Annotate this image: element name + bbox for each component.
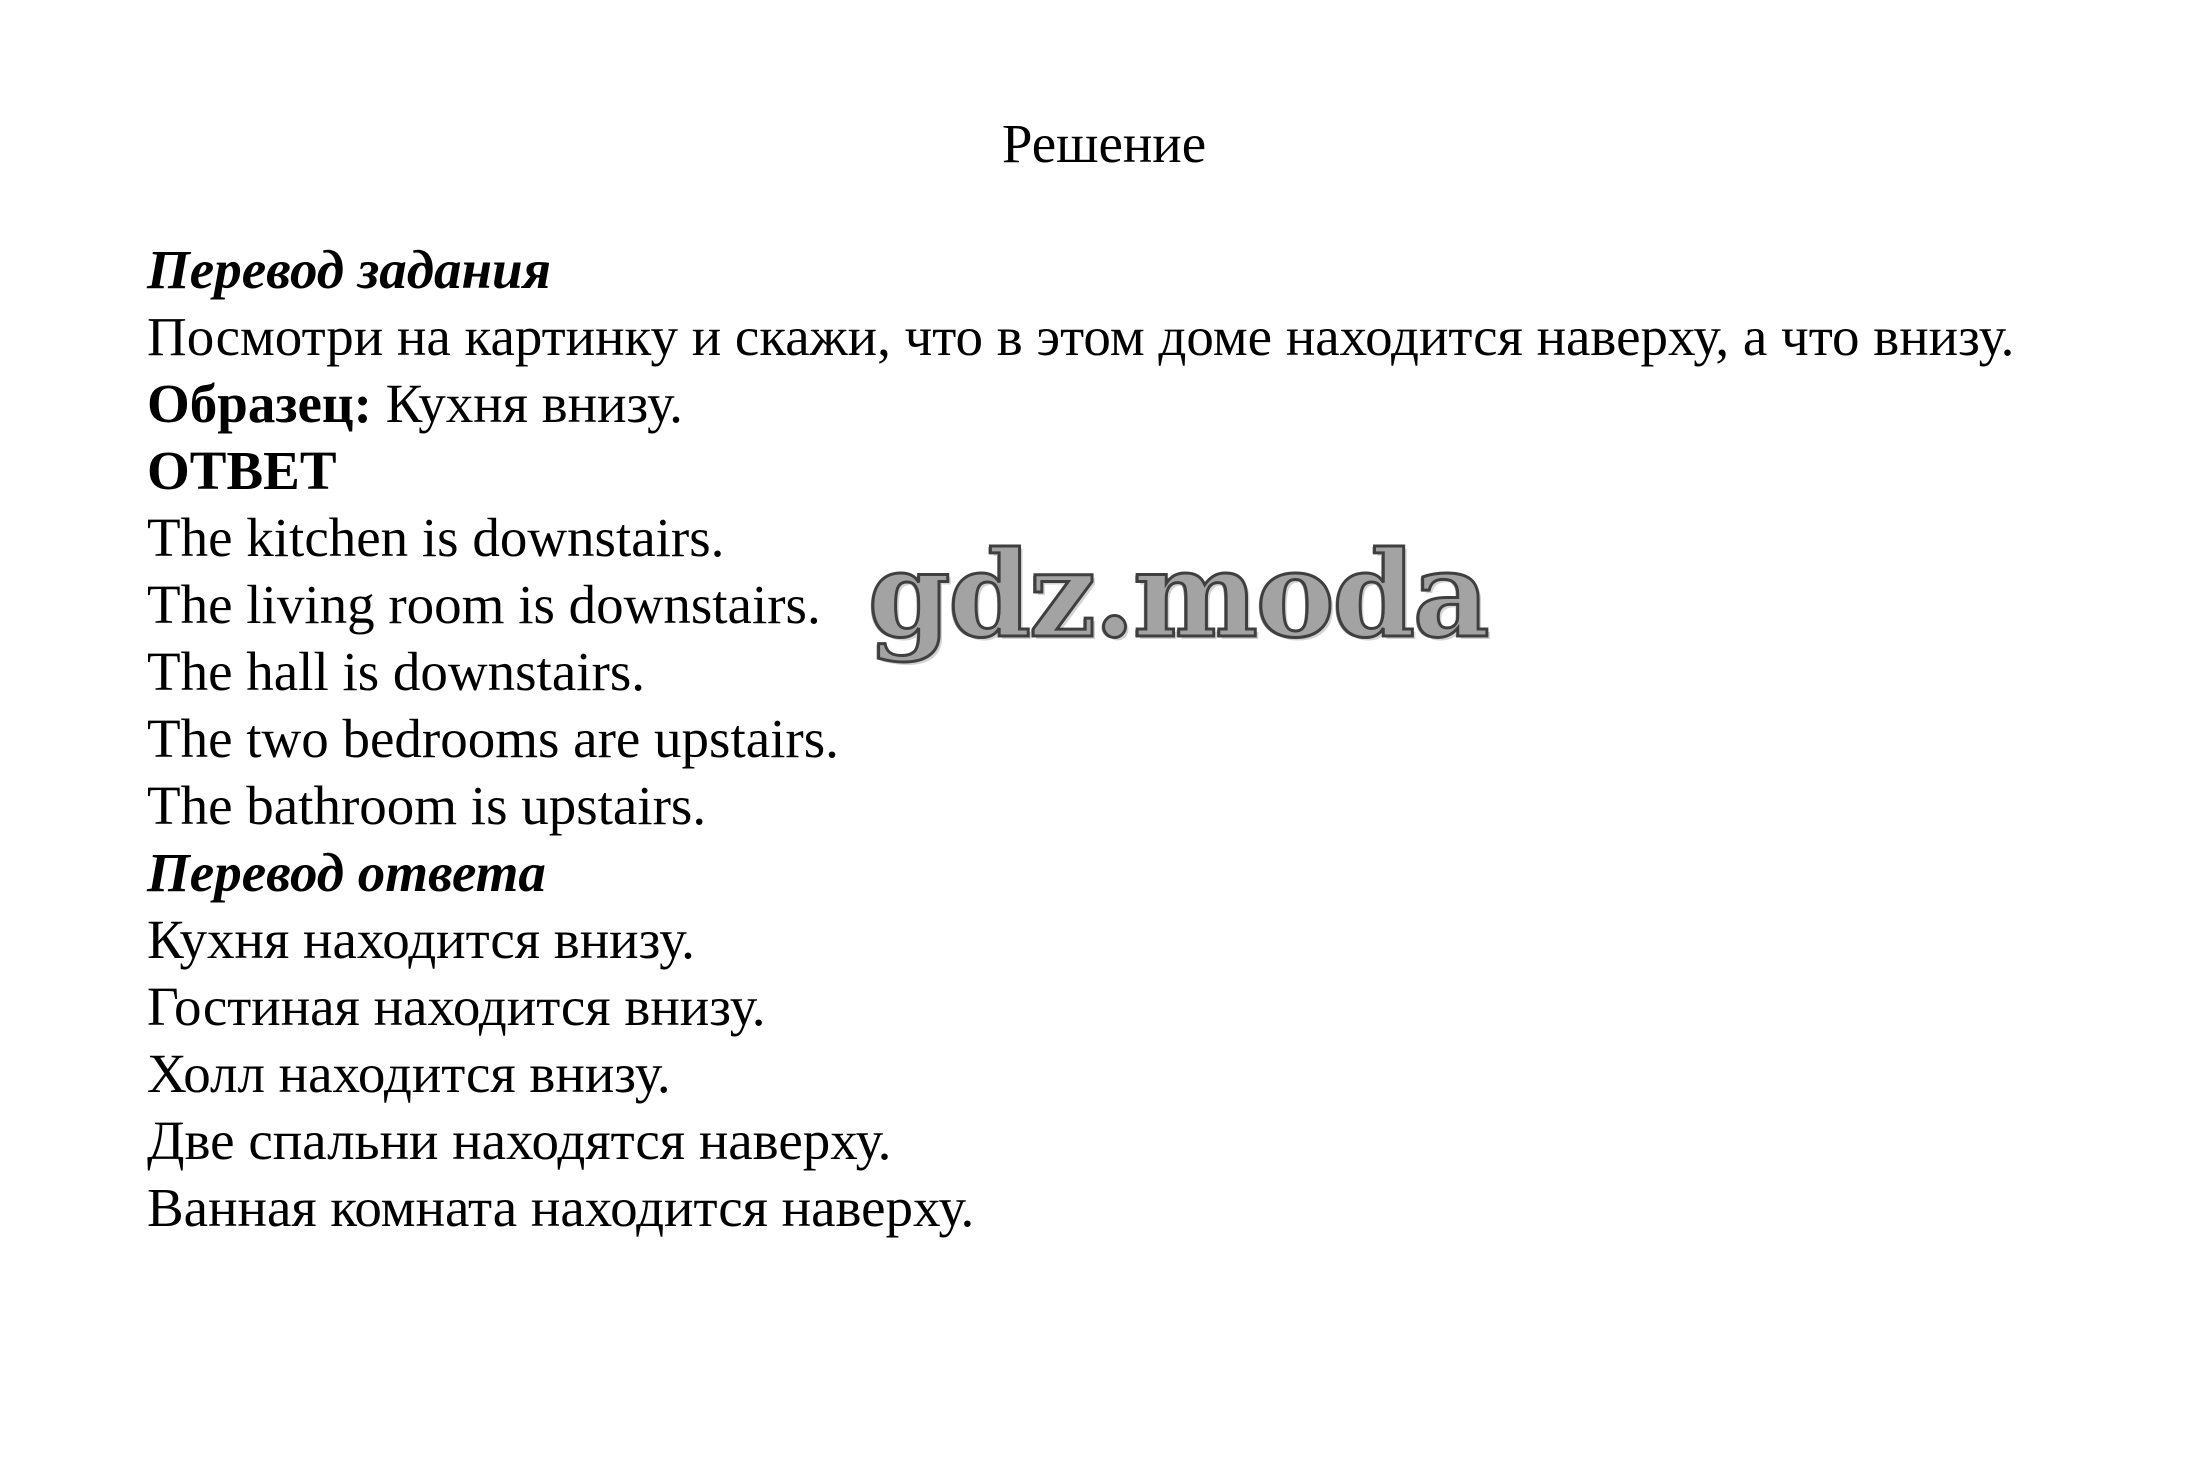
sample-text: Кухня внизу. <box>371 373 683 434</box>
watermark-logo: gdz.moda <box>868 525 1488 664</box>
translation-line: Ванная комната находится наверху. <box>147 1177 975 1238</box>
translation-line: Кухня находится внизу. <box>147 909 695 970</box>
translation-heading: Перевод ответа <box>147 842 546 903</box>
translation-line: Две спальни находятся наверху. <box>147 1110 892 1171</box>
task-heading: Перевод задания <box>147 239 551 300</box>
document-body <box>147 236 2127 1241</box>
sample-line <box>147 370 2127 437</box>
answer-line: The two bedrooms are upstairs. <box>147 708 839 769</box>
answer-line: The kitchen is downstairs. <box>147 507 725 568</box>
task-text: Посмотри на картинку и скажи, что в этом доме находится наверху, а что внизу. <box>147 306 2015 367</box>
answer-line: The living room is downstairs. <box>147 574 821 635</box>
page-title: Решение <box>1001 113 1207 174</box>
translation-line: Холл находится внизу. <box>147 1043 671 1104</box>
sample-label: Образец: <box>147 373 372 434</box>
answer-heading: ОТВЕТ <box>147 440 337 501</box>
answer-line: The bathroom is upstairs. <box>147 775 707 836</box>
translation-line: Гостиная находится внизу. <box>147 976 766 1037</box>
answer-line: The hall is downstairs. <box>147 641 645 702</box>
